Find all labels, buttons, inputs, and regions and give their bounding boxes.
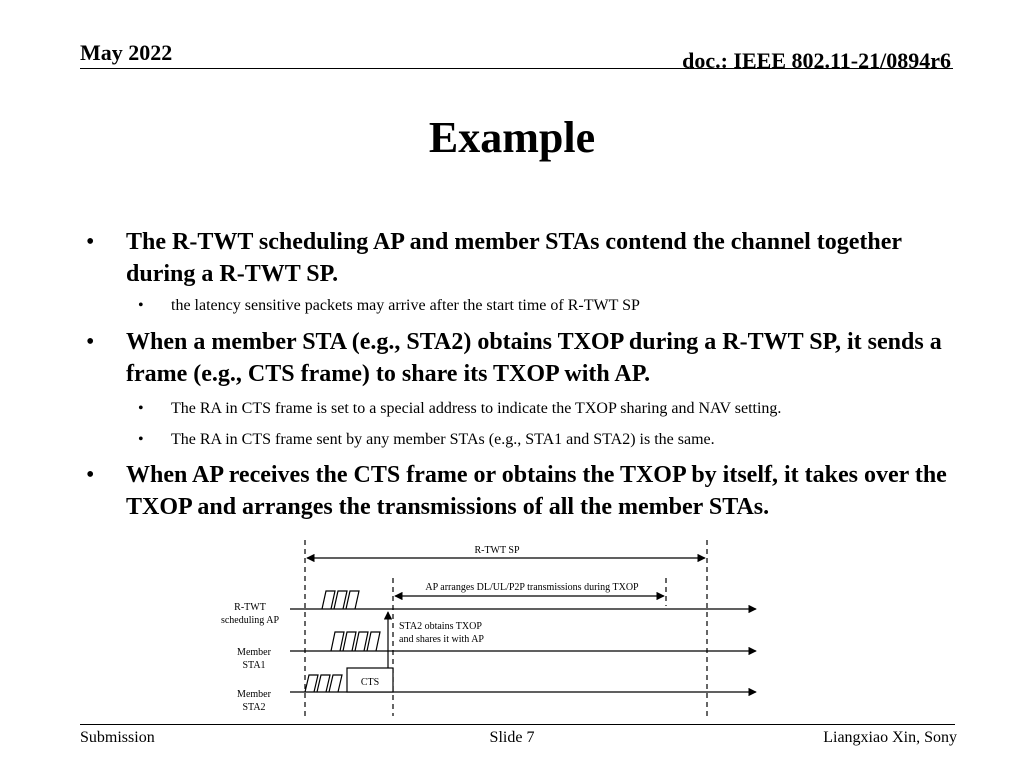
bullet-dot: • — [86, 229, 95, 255]
bullet-1-text: The R-TWT scheduling AP and member STAs contend the channel together during a R-TWT SP. — [126, 229, 902, 287]
row-label-ap-line1: R-TWT — [234, 602, 266, 613]
row-label-sta1-line1: Member — [237, 647, 271, 658]
footer-author: Liangxiao Xin, Sony — [823, 729, 957, 746]
slide-title: Example — [428, 113, 596, 162]
bullet-dot: • — [86, 462, 95, 488]
rtwt-sp-label: R-TWT SP — [474, 545, 520, 556]
footer-divider — [80, 724, 955, 725]
footer-slide-number: Slide 7 — [489, 729, 535, 746]
ap-arranges-label: AP arranges DL/UL/P2P transmissions during TXOP — [425, 582, 639, 593]
cts-label: CTS — [360, 677, 380, 688]
sub-bullet-1-1-text: the latency sensitive packets may arrive after the start time of R-TWT SP — [171, 297, 640, 314]
bullet-3-text: When AP receives the CTS frame or obtains the TXOP by itself, it takes over the TXOP and arranges the transmissions of all the member STAs. — [126, 462, 947, 520]
sub-bullet-2-1-text: The RA in CTS frame is set to a special address to indicate the TXOP sharing and NAV setting. — [171, 400, 782, 417]
header-date: May 2022 — [80, 40, 173, 65]
row-label-sta2-line1: Member — [237, 689, 271, 700]
bullet-dot: • — [138, 400, 144, 417]
bullet-dot: • — [138, 431, 144, 448]
footer-submission: Submission — [80, 729, 155, 746]
sta2-backoff-slots — [305, 675, 342, 692]
ap-backoff-slots — [322, 591, 359, 609]
sta1-backoff-slots — [331, 632, 380, 651]
row-label-ap-line2: scheduling AP — [220, 615, 280, 626]
row-label-sta1-line2: STA1 — [242, 660, 266, 671]
sta2-obtains-label-line1: STA2 obtains TXOP — [399, 621, 482, 632]
sta2-obtains-label-line2: and shares it with AP — [399, 634, 484, 645]
bullet-dot: • — [138, 297, 144, 314]
sub-bullet-2-2-text: The RA in CTS frame sent by any member STAs (e.g., STA1 and STA2) is the same. — [171, 431, 715, 448]
row-label-sta2-line2: STA2 — [242, 702, 266, 713]
bullet-dot: • — [86, 329, 95, 355]
bullet-2-text: When a member STA (e.g., STA2) obtains TXOP during a R-TWT SP, it sends a frame (e.g., CTS frame) to share its TXOP with AP. — [126, 329, 942, 387]
header-doc-id: doc.: IEEE 802.11-21/0894r6 — [682, 48, 951, 73]
